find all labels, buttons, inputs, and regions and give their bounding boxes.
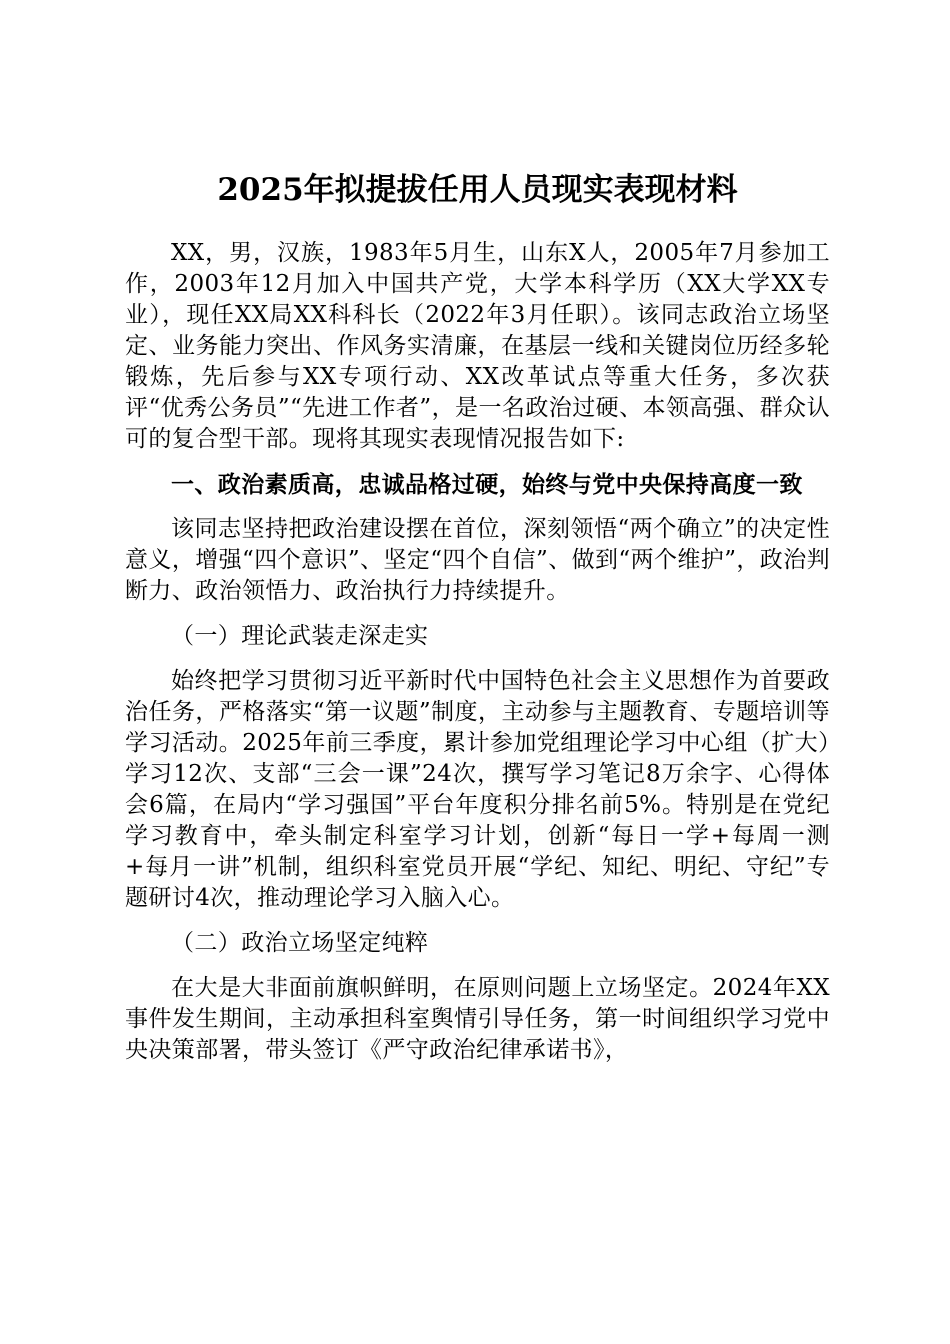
subsection-1-paragraph: 始终把学习贯彻习近平新时代中国特色社会主义思想作为首要政治任务，严格落实“第一议题”制度，主动参与主题教育、专题培训等学习活动。2025年前三季度，累计参加党组理论学习中心组（扩大）学习12次、支部“三会一课”24次，撰写学习笔记8万余字、心得体会6篇，在局内“学习强国”平台年度积分排名前5%。特别是在党纪学习教育中，牵头制定科室学习计划，创新“每日一学+每周一测+每月一讲”机制，组织科室党员开展“学纪、知纪、明纪、守纪”专题研讨4次，推动理论学习入脑入心。 [125, 668, 830, 911]
section-1-paragraph: 该同志坚持把政治建设摆在首位，深刻领悟“两个确立”的决定性意义，增强“四个意识”、坚定“四个自信”、做到“两个维护”，政治判断力、政治领悟力、政治执行力持续提升。 [125, 516, 830, 604]
section-1-heading: 一、政治素质高，忠诚品格过硬，始终与党中央保持高度一致 [171, 471, 803, 498]
subsection-1-heading: （一）理论武装走深走实 [171, 623, 429, 649]
intro-paragraph: XX，男，汉族，1983年5月生，山东X人，2005年7月参加工作，2003年12月加入中国共产党，大学本科学历（XX大学XX专业），现任XX局XX科科长（2022年3月任职）。该同志政治立场坚定、业务能力突出、作风务实清廉，在基层一线和关键岗位历经多轮锻炼，先后参与XX专项行动、XX改革试点等重大任务，多次获评“优秀公务员”“先进工作者”，是一名政治过硬、本领高强、群众认可的复合型干部。现将其现实表现情况报告如下: [125, 240, 830, 452]
subsection-2-heading: （二）政治立场坚定纯粹 [171, 930, 429, 956]
document-title: 2025年拟提拔任用人员现实表现材料 [217, 172, 738, 208]
subsection-2-paragraph: 在大是大非面前旗帜鲜明，在原则问题上立场坚定。2024年XX事件发生期间，主动承担科室舆情引导任务，第一时间组织学习党中央决策部署，带头签订《严守政治纪律承诺书》， [125, 975, 830, 1063]
document-page [125, 168, 830, 1080]
